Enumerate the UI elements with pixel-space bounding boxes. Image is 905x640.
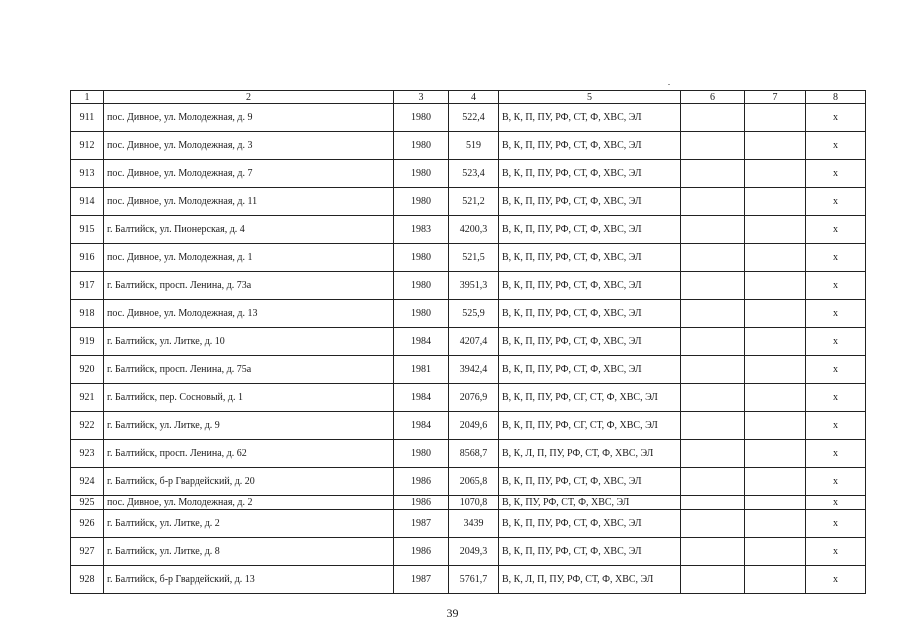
row-number: 925 <box>71 496 104 510</box>
services-cell: В, К, П, ПУ, РФ, СТ, Ф, ХВС, ЭЛ <box>499 104 681 132</box>
column-7-cell <box>745 468 806 496</box>
row-number: 919 <box>71 328 104 356</box>
address-cell: пос. Дивное, ул. Молодежная, д. 9 <box>104 104 394 132</box>
header-col-5: 5 <box>499 91 681 104</box>
header-col-7: 7 <box>745 91 806 104</box>
area-cell: 3951,3 <box>449 272 499 300</box>
year-cell: 1980 <box>394 188 449 216</box>
mark-cell: x <box>806 216 866 244</box>
services-cell: В, К, П, ПУ, РФ, СТ, Ф, ХВС, ЭЛ <box>499 328 681 356</box>
column-6-cell <box>681 496 745 510</box>
column-6-cell <box>681 538 745 566</box>
services-cell: В, К, П, ПУ, РФ, СТ, Ф, ХВС, ЭЛ <box>499 188 681 216</box>
year-cell: 1987 <box>394 566 449 594</box>
row-number: 912 <box>71 132 104 160</box>
row-number: 922 <box>71 412 104 440</box>
column-7-cell <box>745 216 806 244</box>
table-row <box>71 188 866 216</box>
header-col-3: 3 <box>394 91 449 104</box>
year-cell: 1984 <box>394 328 449 356</box>
year-cell: 1980 <box>394 104 449 132</box>
table-row <box>71 356 866 384</box>
services-cell: В, К, П, ПУ, РФ, СГ, СТ, Ф, ХВС, ЭЛ <box>499 384 681 412</box>
address-cell: пос. Дивное, ул. Молодежная, д. 11 <box>104 188 394 216</box>
column-7-cell <box>745 244 806 272</box>
area-cell: 525,9 <box>449 300 499 328</box>
table-row <box>71 104 866 132</box>
mark-cell: x <box>806 132 866 160</box>
column-7-cell <box>745 104 806 132</box>
column-6-cell <box>681 356 745 384</box>
area-cell: 1070,8 <box>449 496 499 510</box>
table-row <box>71 538 866 566</box>
address-cell: г. Балтийск, ул. Литке, д. 2 <box>104 510 394 538</box>
column-6-cell <box>681 272 745 300</box>
row-number: 913 <box>71 160 104 188</box>
year-cell: 1987 <box>394 510 449 538</box>
table-row <box>71 566 866 594</box>
address-cell: г. Балтийск, просп. Ленина, д. 75а <box>104 356 394 384</box>
area-cell: 519 <box>449 132 499 160</box>
row-number: 911 <box>71 104 104 132</box>
header-row <box>71 91 866 104</box>
mark-cell: x <box>806 328 866 356</box>
header-col-2: 2 <box>104 91 394 104</box>
row-number: 928 <box>71 566 104 594</box>
table-row <box>71 496 866 510</box>
row-number: 914 <box>71 188 104 216</box>
row-number: 917 <box>71 272 104 300</box>
table-row <box>71 244 866 272</box>
year-cell: 1986 <box>394 468 449 496</box>
column-6-cell <box>681 468 745 496</box>
mark-cell: x <box>806 538 866 566</box>
year-cell: 1980 <box>394 440 449 468</box>
table-row <box>71 384 866 412</box>
table-row <box>71 412 866 440</box>
table-row <box>71 328 866 356</box>
area-cell: 2049,3 <box>449 538 499 566</box>
address-cell: пос. Дивное, ул. Молодежная, д. 3 <box>104 132 394 160</box>
column-6-cell <box>681 384 745 412</box>
year-cell: 1980 <box>394 300 449 328</box>
address-cell: пос. Дивное, ул. Молодежная, д. 2 <box>104 496 394 510</box>
column-7-cell <box>745 272 806 300</box>
mark-cell: x <box>806 244 866 272</box>
mark-cell: x <box>806 510 866 538</box>
table-row <box>71 440 866 468</box>
area-cell: 3942,4 <box>449 356 499 384</box>
column-6-cell <box>681 188 745 216</box>
address-cell: г. Балтийск, просп. Ленина, д. 62 <box>104 440 394 468</box>
year-cell: 1986 <box>394 496 449 510</box>
services-cell: В, К, П, ПУ, РФ, СГ, СТ, Ф, ХВС, ЭЛ <box>499 412 681 440</box>
address-cell: пос. Дивное, ул. Молодежная, д. 7 <box>104 160 394 188</box>
area-cell: 521,2 <box>449 188 499 216</box>
header-col-8: 8 <box>806 91 866 104</box>
mark-cell: x <box>806 496 866 510</box>
area-cell: 8568,7 <box>449 440 499 468</box>
address-cell: г. Балтийск, ул. Литке, д. 10 <box>104 328 394 356</box>
address-cell: г. Балтийск, ул. Литке, д. 9 <box>104 412 394 440</box>
column-7-cell <box>745 356 806 384</box>
services-cell: В, К, Л, П, ПУ, РФ, СТ, Ф, ХВС, ЭЛ <box>499 440 681 468</box>
table-row <box>71 468 866 496</box>
year-cell: 1983 <box>394 216 449 244</box>
mark-cell: x <box>806 384 866 412</box>
row-number: 918 <box>71 300 104 328</box>
row-number: 916 <box>71 244 104 272</box>
area-cell: 2076,9 <box>449 384 499 412</box>
services-cell: В, К, П, ПУ, РФ, СТ, Ф, ХВС, ЭЛ <box>499 468 681 496</box>
year-cell: 1984 <box>394 412 449 440</box>
column-7-cell <box>745 496 806 510</box>
mark-cell: x <box>806 566 866 594</box>
column-6-cell <box>681 566 745 594</box>
column-6-cell <box>681 440 745 468</box>
year-cell: 1980 <box>394 244 449 272</box>
mark-cell: x <box>806 160 866 188</box>
column-7-cell <box>745 510 806 538</box>
year-cell: 1980 <box>394 272 449 300</box>
mark-cell: x <box>806 188 866 216</box>
row-number: 923 <box>71 440 104 468</box>
services-cell: В, К, П, ПУ, РФ, СТ, Ф, ХВС, ЭЛ <box>499 538 681 566</box>
scan-speck <box>668 84 670 85</box>
area-cell: 2065,8 <box>449 468 499 496</box>
table-row <box>71 300 866 328</box>
services-cell: В, К, П, ПУ, РФ, СТ, Ф, ХВС, ЭЛ <box>499 272 681 300</box>
column-7-cell <box>745 538 806 566</box>
column-6-cell <box>681 216 745 244</box>
table-body <box>71 104 866 594</box>
row-number: 924 <box>71 468 104 496</box>
area-cell: 522,4 <box>449 104 499 132</box>
address-cell: г. Балтийск, ул. Литке, д. 8 <box>104 538 394 566</box>
services-cell: В, К, П, ПУ, РФ, СТ, Ф, ХВС, ЭЛ <box>499 132 681 160</box>
area-cell: 4200,3 <box>449 216 499 244</box>
year-cell: 1980 <box>394 132 449 160</box>
column-6-cell <box>681 328 745 356</box>
column-7-cell <box>745 160 806 188</box>
address-cell: г. Балтийск, б-р Гвардейский, д. 13 <box>104 566 394 594</box>
row-number: 920 <box>71 356 104 384</box>
services-cell: В, К, П, ПУ, РФ, СТ, Ф, ХВС, ЭЛ <box>499 300 681 328</box>
table-row <box>71 272 866 300</box>
mark-cell: x <box>806 300 866 328</box>
year-cell: 1981 <box>394 356 449 384</box>
area-cell: 5761,7 <box>449 566 499 594</box>
column-7-cell <box>745 328 806 356</box>
area-cell: 2049,6 <box>449 412 499 440</box>
services-cell: В, К, П, ПУ, РФ, СТ, Ф, ХВС, ЭЛ <box>499 244 681 272</box>
column-6-cell <box>681 104 745 132</box>
area-cell: 3439 <box>449 510 499 538</box>
services-cell: В, К, П, ПУ, РФ, СТ, Ф, ХВС, ЭЛ <box>499 510 681 538</box>
mark-cell: x <box>806 412 866 440</box>
column-6-cell <box>681 244 745 272</box>
table-row <box>71 160 866 188</box>
area-cell: 4207,4 <box>449 328 499 356</box>
row-number: 915 <box>71 216 104 244</box>
table-row <box>71 216 866 244</box>
column-6-cell <box>681 160 745 188</box>
table-row <box>71 510 866 538</box>
services-cell: В, К, ПУ, РФ, СТ, Ф, ХВС, ЭЛ <box>499 496 681 510</box>
header-col-1: 1 <box>71 91 104 104</box>
area-cell: 521,5 <box>449 244 499 272</box>
services-cell: В, К, П, ПУ, РФ, СТ, Ф, ХВС, ЭЛ <box>499 356 681 384</box>
column-7-cell <box>745 188 806 216</box>
column-7-cell <box>745 440 806 468</box>
area-cell: 523,4 <box>449 160 499 188</box>
page-number: 39 <box>446 606 459 620</box>
header-col-4: 4 <box>449 91 499 104</box>
mark-cell: x <box>806 440 866 468</box>
mark-cell: x <box>806 272 866 300</box>
address-cell: г. Балтийск, б-р Гвардейский, д. 20 <box>104 468 394 496</box>
mark-cell: x <box>806 104 866 132</box>
row-number: 921 <box>71 384 104 412</box>
mark-cell: x <box>806 356 866 384</box>
column-6-cell <box>681 510 745 538</box>
column-7-cell <box>745 412 806 440</box>
address-cell: г. Балтийск, ул. Пионерская, д. 4 <box>104 216 394 244</box>
year-cell: 1980 <box>394 160 449 188</box>
services-cell: В, К, П, ПУ, РФ, СТ, Ф, ХВС, ЭЛ <box>499 216 681 244</box>
services-cell: В, К, Л, П, ПУ, РФ, СТ, Ф, ХВС, ЭЛ <box>499 566 681 594</box>
column-7-cell <box>745 384 806 412</box>
year-cell: 1986 <box>394 538 449 566</box>
column-7-cell <box>745 132 806 160</box>
row-number: 926 <box>71 510 104 538</box>
address-cell: г. Балтийск, просп. Ленина, д. 73а <box>104 272 394 300</box>
services-cell: В, К, П, ПУ, РФ, СТ, Ф, ХВС, ЭЛ <box>499 160 681 188</box>
header-col-6: 6 <box>681 91 745 104</box>
column-7-cell <box>745 566 806 594</box>
column-6-cell <box>681 300 745 328</box>
column-7-cell <box>745 300 806 328</box>
address-cell: г. Балтийск, пер. Сосновый, д. 1 <box>104 384 394 412</box>
year-cell: 1984 <box>394 384 449 412</box>
row-number: 927 <box>71 538 104 566</box>
column-6-cell <box>681 132 745 160</box>
address-cell: пос. Дивное, ул. Молодежная, д. 1 <box>104 244 394 272</box>
table-row <box>71 132 866 160</box>
housing-registry-table <box>70 90 866 594</box>
address-cell: пос. Дивное, ул. Молодежная, д. 13 <box>104 300 394 328</box>
mark-cell: x <box>806 468 866 496</box>
column-6-cell <box>681 412 745 440</box>
